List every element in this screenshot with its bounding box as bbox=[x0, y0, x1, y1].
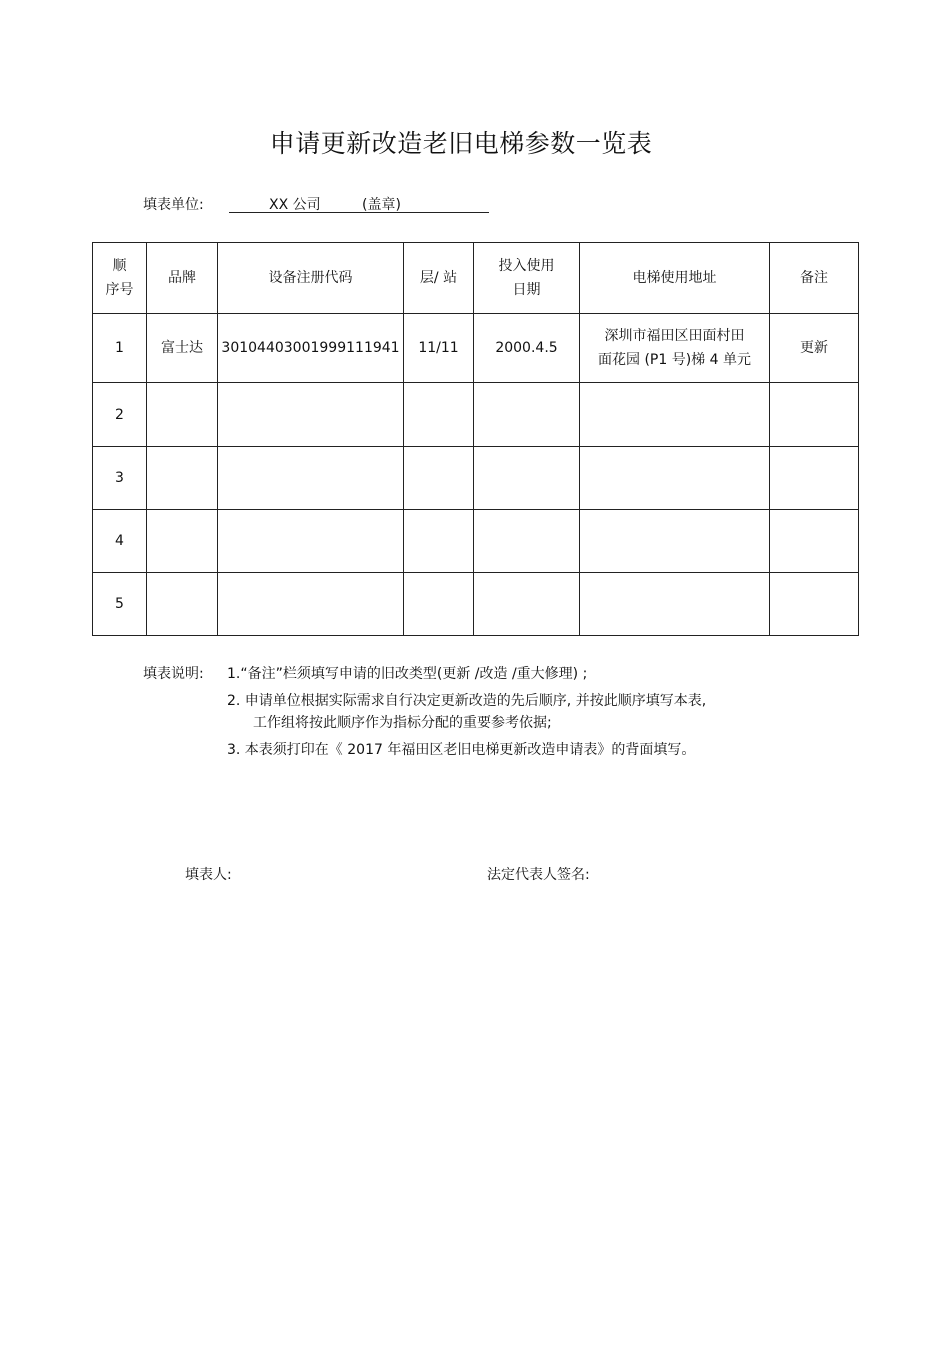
cell-address-line2: 面花园 (P1 号)梯 4 单元 bbox=[598, 352, 751, 368]
filler-signature-label: 填表人: bbox=[185, 867, 232, 883]
header-address: 电梯使用地址 bbox=[580, 243, 770, 314]
header-date bbox=[474, 243, 580, 314]
cell-remark: 更新 bbox=[770, 314, 859, 383]
cell-remark bbox=[770, 383, 859, 447]
cell-code bbox=[218, 447, 404, 510]
table-row bbox=[93, 383, 859, 447]
instruction-item-continued: 工作组将按此顺序作为指标分配的重要参考依据; bbox=[253, 715, 552, 731]
cell-date bbox=[474, 510, 580, 573]
cell-floors bbox=[404, 510, 474, 573]
header-date-line2: 日期 bbox=[512, 282, 541, 298]
cell-no: 1 bbox=[93, 314, 147, 383]
cell-brand bbox=[147, 573, 218, 636]
unit-label: 填表单位: bbox=[143, 197, 204, 213]
header-seq-line2: 序号 bbox=[105, 282, 134, 298]
cell-address-line1: 深圳市福田区田面村田 bbox=[604, 328, 745, 344]
cell-no: 5 bbox=[93, 573, 147, 636]
cell-brand: 富士达 bbox=[147, 314, 218, 383]
instruction-item: 2. 申请单位根据实际需求自行决定更新改造的先后顺序, 并按此顺序填写本表, bbox=[227, 693, 707, 709]
cell-floors bbox=[404, 383, 474, 447]
cell-remark bbox=[770, 447, 859, 510]
cell-floors bbox=[404, 447, 474, 510]
cell-date bbox=[474, 573, 580, 636]
header-seq bbox=[93, 243, 147, 314]
cell-remark bbox=[770, 510, 859, 573]
cell-date bbox=[474, 447, 580, 510]
cell-no: 4 bbox=[93, 510, 147, 573]
header-seq-line1: 顺 bbox=[112, 258, 127, 274]
cell-code: 30104403001999111941 bbox=[218, 314, 404, 383]
header-floors: 层/ 站 bbox=[404, 243, 474, 314]
cell-floors: 11/11 bbox=[404, 314, 474, 383]
cell-brand bbox=[147, 383, 218, 447]
unit-company: XX 公司 bbox=[269, 197, 321, 213]
table-row bbox=[93, 573, 859, 636]
elevator-table bbox=[92, 242, 859, 636]
cell-floors bbox=[404, 573, 474, 636]
cell-address bbox=[580, 573, 770, 636]
cell-date: 2000.4.5 bbox=[474, 314, 580, 383]
header-remark: 备注 bbox=[770, 243, 859, 314]
cell-address bbox=[580, 314, 770, 383]
instructions-label: 填表说明: bbox=[143, 666, 204, 682]
instruction-item: 1.“备注”栏须填写申请的旧改类型(更新 /改造 /重大修理) ; bbox=[227, 666, 588, 682]
table-row bbox=[93, 314, 859, 383]
cell-brand bbox=[147, 510, 218, 573]
unit-underline bbox=[229, 212, 489, 213]
unit-stamp: (盖章) bbox=[362, 197, 401, 213]
cell-date bbox=[474, 383, 580, 447]
legal-rep-signature-label: 法定代表人签名: bbox=[487, 867, 590, 883]
cell-brand bbox=[147, 447, 218, 510]
cell-remark bbox=[770, 573, 859, 636]
cell-code bbox=[218, 573, 404, 636]
cell-address bbox=[580, 383, 770, 447]
cell-code bbox=[218, 383, 404, 447]
header-date-line1: 投入使用 bbox=[498, 258, 555, 274]
header-row bbox=[93, 243, 859, 314]
page-title: 申请更新改造老旧电梯参数一览表 bbox=[269, 129, 653, 158]
cell-address bbox=[580, 447, 770, 510]
table-row bbox=[93, 510, 859, 573]
unit-row bbox=[143, 194, 503, 214]
header-code: 设备注册代码 bbox=[218, 243, 404, 314]
table-row bbox=[93, 447, 859, 510]
cell-no: 3 bbox=[93, 447, 147, 510]
cell-code bbox=[218, 510, 404, 573]
header-brand: 品牌 bbox=[147, 243, 218, 314]
cell-no: 2 bbox=[93, 383, 147, 447]
instruction-item: 3. 本表须打印在《 2017 年福田区老旧电梯更新改造申请表》的背面填写。 bbox=[227, 742, 696, 758]
cell-address bbox=[580, 510, 770, 573]
